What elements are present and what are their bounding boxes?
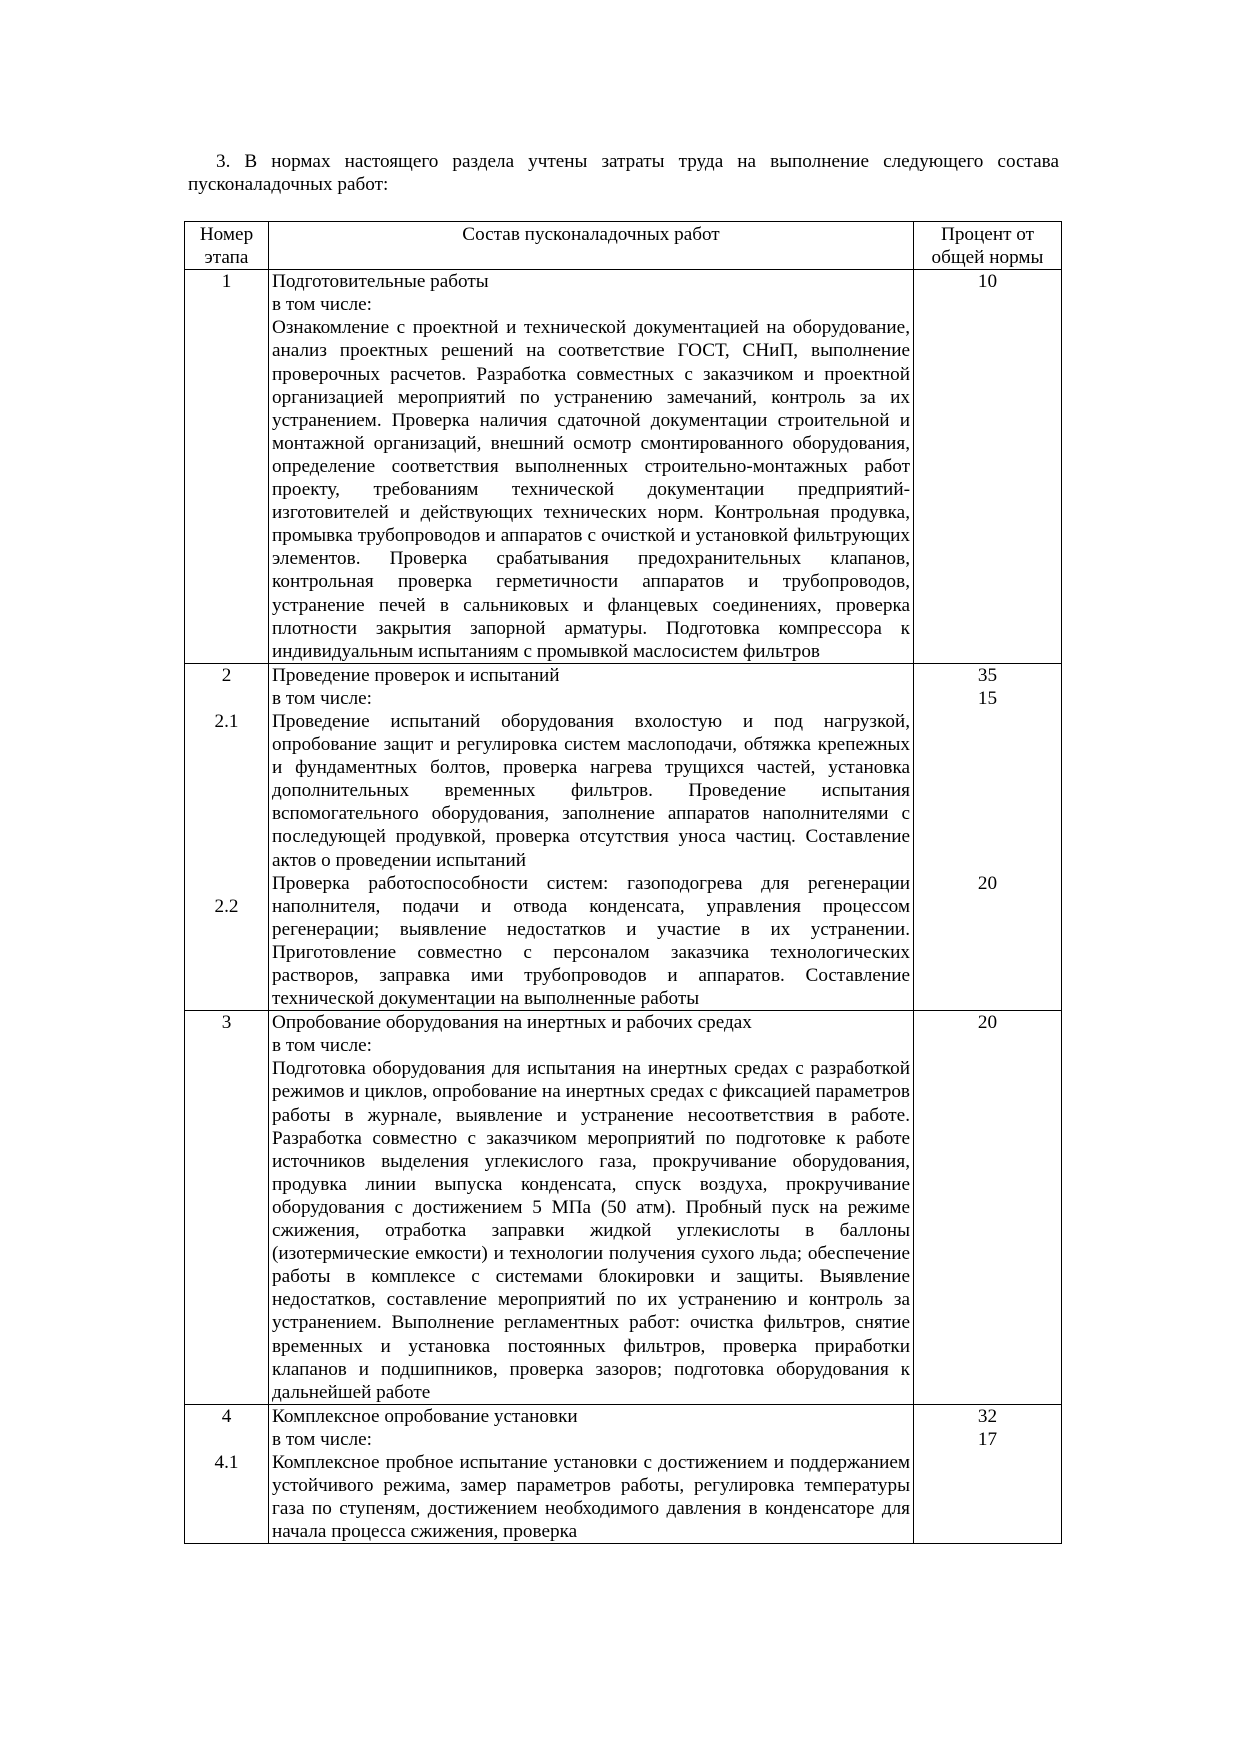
stage-number-cell [185,663,269,1010]
stage-percent: 32 [977,1405,998,1427]
stage-number: 4 [221,1405,232,1427]
works-table [184,221,1062,1544]
stage-description-cell [269,1404,914,1544]
intro-paragraph: 3. В нормах настоящего раздела учтены затраты труда на выполнение следующего состава пусконаладочных работ: [188,151,1059,195]
header-stage-number: Номер этапа [185,222,269,270]
stage-including: в том числе: [272,687,373,709]
table-header-row [185,222,1062,270]
stage-percent: 35 [977,664,998,686]
table-row [185,1404,1062,1544]
substage-text: Проверка работоспособности систем: газоподогрева для регенерации наполнителя, подачи и отвода конденсата, управления процессом регенерации; выявление недостатков и участие в их устранении. Приготовление совместно с персоналом заказчика технологических растворов, заправка ими трубопроводов и аппаратов. Составление технической документации на выполненные работы [272,872,910,1010]
stage-percent: 20 [977,1012,998,1034]
substage-number: 2.1 [214,710,239,732]
substage-text: Комплексное пробное испытание установки с достижением и поддержанием устойчивого режима, замер параметров работы, регулировка температуры газа по ступеням, достижением необходимого давления в конденсаторе для начала процесса сжижения, проверка [272,1451,910,1543]
header-composition: Состав пусконаладочных работ [269,222,914,270]
stage-percent-cell [914,270,1062,664]
stage-number-cell [185,270,269,664]
stage-number-cell [185,1011,269,1405]
stage-including: в том числе: [272,294,373,316]
substage-text: Проведение испытаний оборудования вхолостую и под нагрузкой, опробование защит и регулировка систем маслоподачи, обтяжка крепежных и фундаментных болтов, проверка нагрева трущихся частей, установка дополнительных временных фильтров. Проведение испытания вспомогательного оборудования, заполнение аппаратов наполнителями с последующей продувкой, проверка отсутствия уноса частиц. Составление актов о проведении испытаний [272,710,910,871]
table-row [185,1011,1062,1405]
stage-title: Проведение проверок и испытаний [272,664,560,686]
stage-percent-cell [914,1011,1062,1405]
header-percent: Процент от общей нормы [914,222,1062,270]
substage-percent: 17 [977,1428,998,1450]
stage-percent: 10 [977,271,998,293]
stage-title: Опробование оборудования на инертных и рабочих средах [272,1012,752,1034]
stage-percent-cell [914,663,1062,1010]
substage-text: Ознакомление с проектной и технической документацией на оборудование, анализ проектных решений на соответствие ГОСТ, СНиП, выполнение проверочных расчетов. Разработка совместных с заказчиком и проектной организацией мероприятий по устранению замечаний, контроль за их устранением. Проверка наличия сдаточной документации строительной и монтажной организаций, внешний осмотр смонтированного оборудования, определение соответствия выполненных строительно-монтажных работ проекту, требованиям технической документации предприятий-изготовителей и действующих технических норм. Контрольная продувка, промывка трубопроводов и аппаратов с очисткой и установкой фильтрующих элементов. Проверка срабатывания предохранительных клапанов, контрольная проверка герметичности аппаратов и трубопроводов, устранение печей в сальниковых и фланцевых соединениях, проверка плотности закрытия запорной арматуры. Подготовка компрессора к индивидуальным испытаниям с промывкой маслосистем фильтров [272,317,910,662]
stage-description-cell [269,270,914,664]
table-row [185,270,1062,664]
stage-description-cell [269,1011,914,1405]
stage-description-cell [269,663,914,1010]
stage-title: Подготовительные работы [272,271,489,293]
stage-including: в том числе: [272,1035,373,1057]
stage-including: в том числе: [272,1428,373,1450]
stage-number: 3 [221,1012,232,1034]
stage-number: 1 [221,271,232,293]
table-row [185,663,1062,1010]
substage-number: 4.1 [214,1451,239,1473]
stage-title: Комплексное опробование установки [272,1405,578,1427]
substage-percent: 15 [977,687,998,709]
substage-text: Подготовка оборудования для испытания на инертных средах с разработкой режимов и циклов, опробование на инертных средах с фиксацией параметров работы в журнале, выявление и устранение несоответствия в работе. Разработка совместно с заказчиком мероприятий по подготовке к работе источников выделения углекислого газа, прокручивание оборудования, продувка линии выпуска конденсата, спуск воздуха, прокручивание оборудования с достижением 5 МПа (50 атм). Пробный пуск на режиме сжижения, отработка заправки жидкой углекислоты в баллоны (изотермические емкости) и технологии получения сухого льда; обеспечение работы в комплексе с системами блокировки и защиты. Выявление недостатков, составление мероприятий по их устранению и контроль за устранением. Выполнение регламентных работ: очистка фильтров, снятие временных и установка постоянных фильтров, проверка приработки клапанов и подшипников, проверка зазоров; подготовка оборудования к дальнейшей работе [272,1058,910,1403]
stage-percent-cell [914,1404,1062,1544]
substage-percent: 20 [977,872,998,894]
stage-number-cell [185,1404,269,1544]
substage-number: 2.2 [214,895,239,917]
stage-number: 2 [221,664,232,686]
